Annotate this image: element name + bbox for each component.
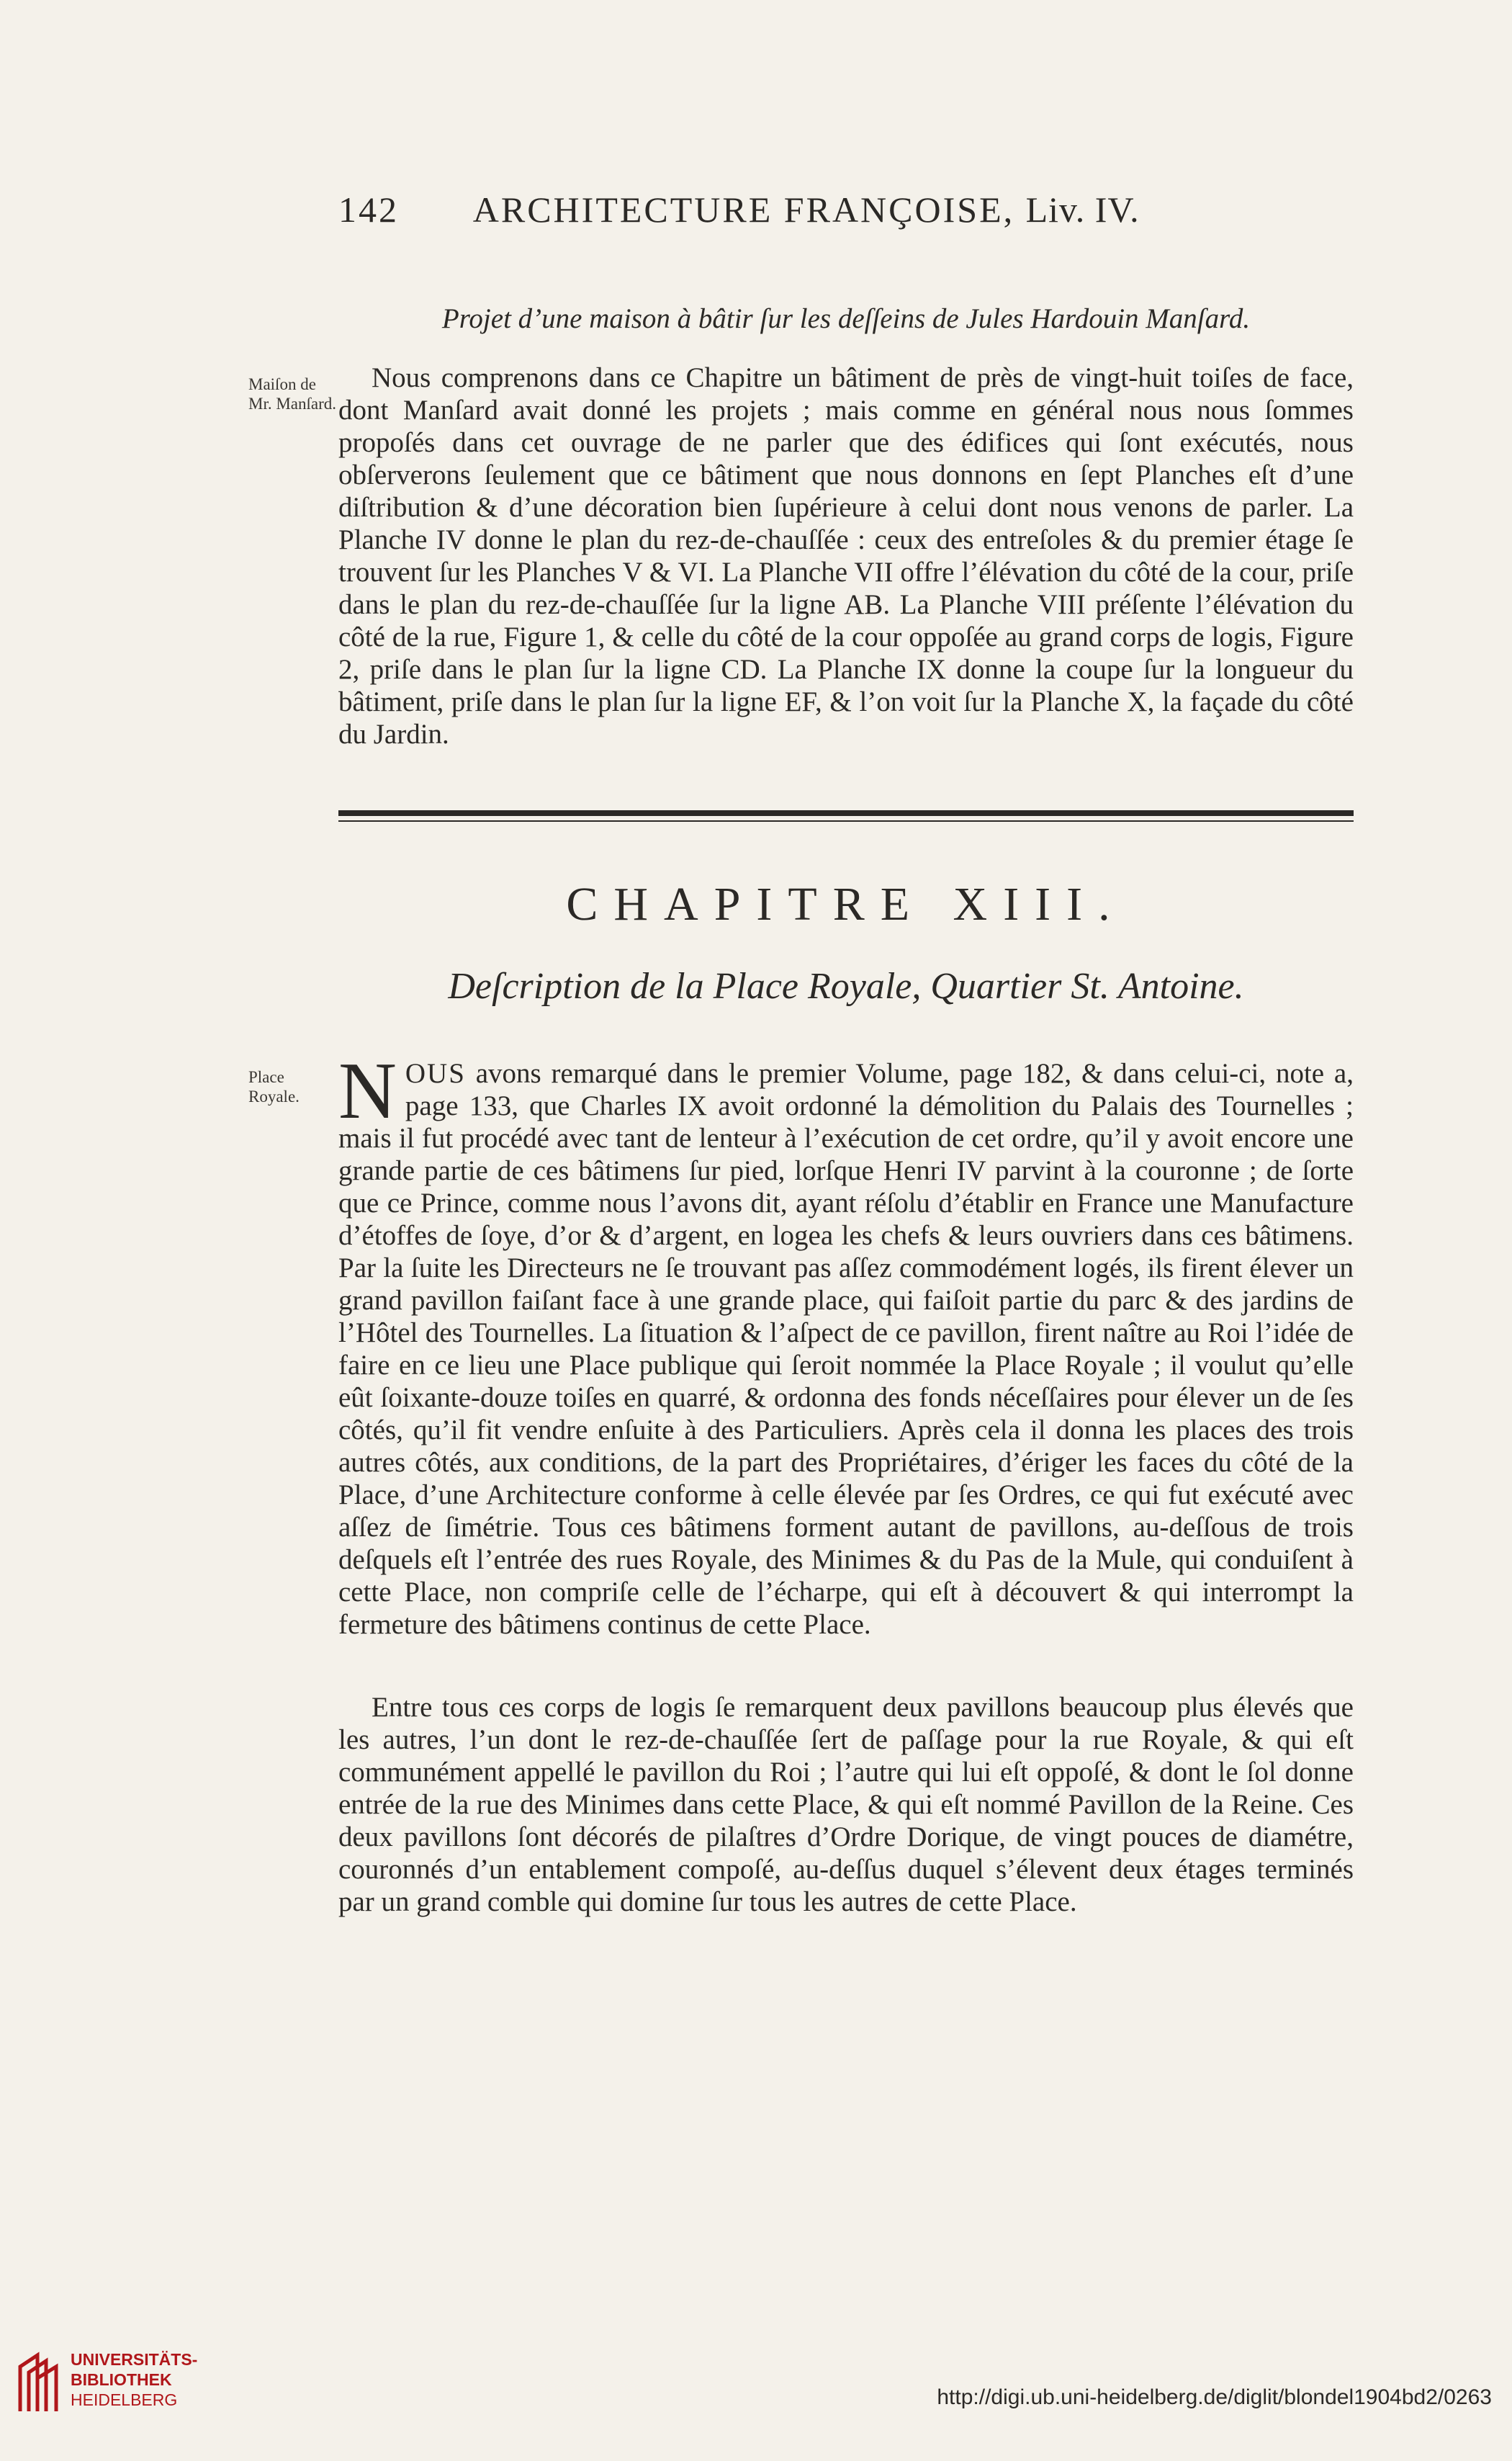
library-name-line3: HEIDELBERG (71, 2390, 178, 2409)
project-title: Projet d’une maison à bâtir ſur les deſſeins de Jules Hardouin Manſard. (441, 303, 1251, 334)
source-url-link[interactable]: http://digi.ub.uni-heidelberg.de/diglit/blondel1904bd2/0263 (937, 2385, 1492, 2409)
paragraph-place-royale-text: avons remarqué dans le premier Volume, page 182, & dans celui-ci, note a, page 133, que Charles IX avoit ordonné la démolition du Palais des Tournelles ; mais il fut procédé avec tant de lenteur à l’exécution de cet ordre, qu’il y avoit encore une grande partie de ces bâtimens ſur pied, lorſque Henri IV parvint à la couronne ; de ſorte que ce Prince, comme nous l’avons dit, ayant réſolu d’établir en France une Manufacture d’étoffes de ſoye, d’or & d’argent, en logea les chefs & leurs ouvriers dans ces bâtimens. Par la ſuite les Directeurs ne ſe trouvant pas aſſez commodément logés, ils firent élever un grand pavillon faiſant face à une grande place, qui faiſoit partie du parc & des jardins de l’Hôtel des Tournelles. La ſituation & l’aſpect de ce pavillon, firent naître au Roi l’idée de faire en ce lieu une Place publique qui ſeroit nommée la Place Royale ; il voulut qu’elle eût ſoixante-douze toiſes en quarré, & ordonna des fonds néceſſaires pour élever un de ſes côtés, qu’il fit vendre enſuite à des Particuliers. Après cela il donna les places des trois autres côtés, aux conditions, de la part des Propriétaires, d’ériger les faces du côté de la Place, d’une Architecture conforme à celle élevée par ſes Ordres, ce qui fut exécuté avec aſſez de ſimétrie. Tous ces bâtimens forment autant de pavillons, au-deſſous de trois deſquels eſt l’entrée des rues Royale, des Minimes & du Pas de la Mule, qui conduiſent à cette Place, non compriſe celle de l’écharpe, qui eſt à découvert & qui interrompt la fermeture des bâtimens continus de cette Place. (338, 1058, 1354, 1640)
chapter-subtitle: Deſcription de la Place Royale, Quartier St. Antoine. (448, 966, 1244, 1007)
book-volume: Liv. IV. (1025, 189, 1140, 230)
page-number: 142 (338, 189, 399, 230)
lead-smallcaps: OUS (405, 1058, 466, 1089)
paragraph-pavillons-text: Entre tous ces corps de logis ſe remarquent deux pavillons beaucoup plus élevés que les autres, l’un dont le rez-de-chauſſée ſert de paſſage pour la rue Royale, & qui eſt communément appellé le pavillon du Roi ; l’autre qui lui eſt oppoſé, & dont le ſol donne entrée de la rue des Minimes dans cette Place, & qui eſt nommé Pavillon de la Reine. Ces deux pavillons ſont décorés de pilaſtres d’Ordre Dorique, de vingt pouces de diamétre, couronnés d’un entablement compoſé, au-deſſus duquel s’élevent deux étages terminés par un grand comble qui domine ſur tous les autres de cette Place. (338, 1692, 1354, 1917)
library-name-line1: UNIVERSITÄTS- (71, 2350, 198, 2369)
library-name (71, 2349, 197, 2410)
library-name-line2: BIBLIOTHEK (71, 2370, 172, 2389)
chapter-heading: CHAPITRE XIII. (566, 878, 1126, 931)
running-head (338, 189, 1188, 230)
paragraph-place-royale (338, 1046, 1354, 1641)
section-rule-thick (338, 810, 1354, 816)
paragraph-manfard (338, 362, 1354, 750)
library-emblem-icon (16, 2351, 60, 2413)
drop-cap: N (338, 1046, 397, 1136)
book-title: ARCHITECTURE FRANÇOISE, (472, 189, 1015, 230)
library-logo (16, 2349, 253, 2429)
section-rule-thin (338, 820, 1354, 822)
paragraph-pavillons (338, 1691, 1354, 1918)
margin-note-maison: Maiſon de Mr. Manſard. (248, 375, 337, 413)
paragraph-manfard-text: Nous comprenons dans ce Chapitre un bâtiment de près de vingt-huit toiſes de face, dont Manſard avait donné les projets ; mais comme en général nous nous ſommes propoſés dans cet ouvrage de ne parler que des édifices qui ſont exécutés, nous obſerverons ſeulement que ce bâtiment que nous donnons en ſept Planches eſt d’une diſtribution & d’une décoration bien ſupérieure à celui dont nous venons de parler. La Planche IV donne le plan du rez-de-chauſſée : ceux des entreſoles & du premier étage ſe trouvent ſur les Planches V & VI. La Planche VII offre l’élévation du côté de la cour, priſe dans le plan du rez-de-chauſſée ſur la ligne AB. La Planche VIII préſente l’élévation du côté de la rue, Figure 1, & celle du côté de la cour oppoſée au grand corps de logis, Figure 2, priſe dans le plan ſur la ligne CD. La Planche IX donne la coupe ſur la longueur du bâtiment, priſe dans le plan ſur la ligne EF, & l’on voit ſur la Planche X, la façade du côté du Jardin. (338, 362, 1354, 750)
margin-note-place-royale: Place Royale. (248, 1068, 300, 1106)
